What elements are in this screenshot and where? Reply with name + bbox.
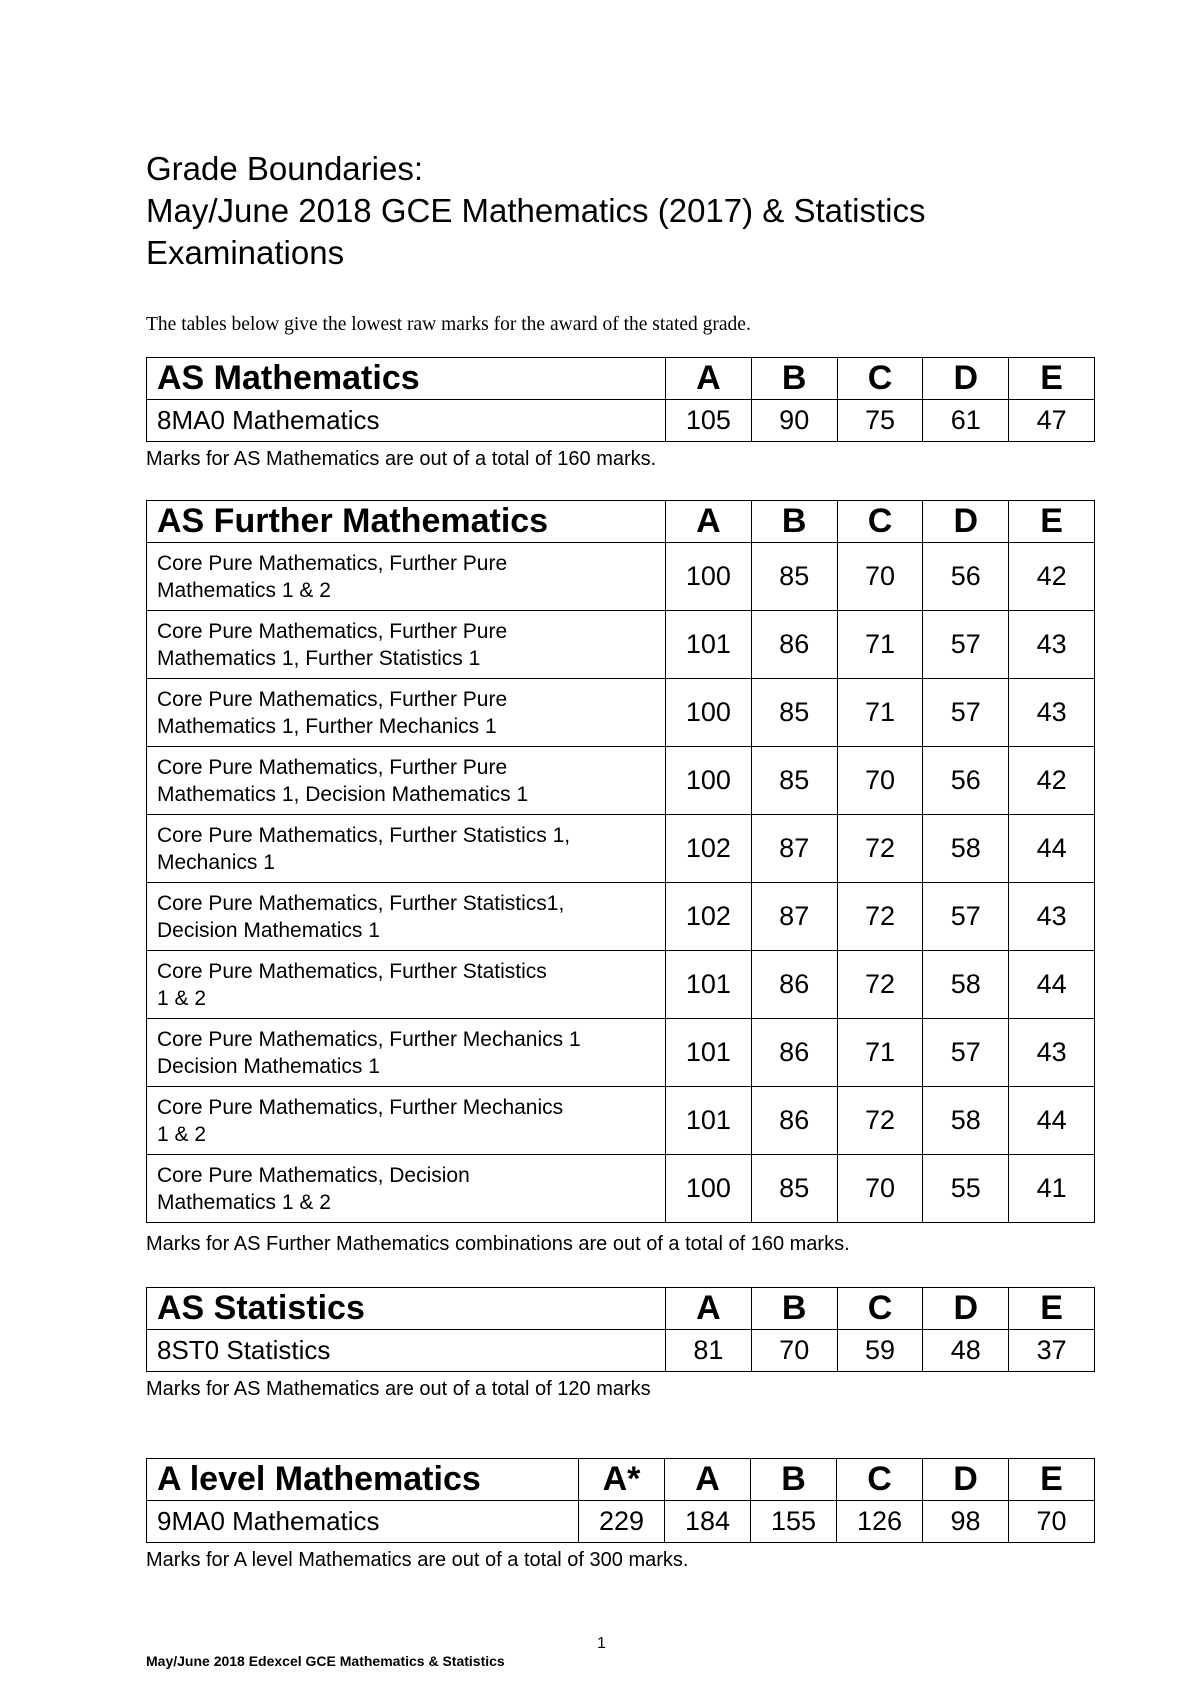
mark-cell: 70	[1009, 1501, 1095, 1543]
mark-cell: 48	[923, 1330, 1009, 1372]
subject-name-line-1: Core Pure Mathematics, Further Statistics1,	[157, 891, 565, 915]
subject-name-line-1: Core Pure Mathematics, Further Pure	[157, 687, 508, 711]
table-row	[147, 951, 1095, 1019]
mark-cell: 70	[837, 543, 923, 611]
subject-name	[147, 951, 666, 1019]
a-level-mathematics-note: Marks for A level Mathematics are out of a total of 300 marks.	[146, 1549, 689, 1571]
grade-header: D	[923, 358, 1009, 400]
subject-name-line-1: Core Pure Mathematics, Further Mechanics	[157, 1095, 564, 1119]
mark-cell: 71	[837, 679, 923, 747]
grade-header: E	[1009, 358, 1095, 400]
table-row	[147, 1019, 1095, 1087]
grade-header: C	[837, 358, 923, 400]
table-row	[147, 679, 1095, 747]
subject-name-line-2: Mathematics 1, Further Statistics 1	[157, 646, 481, 670]
footer-text: May/June 2018 Edexcel GCE Mathematics & Statistics	[146, 1653, 505, 1669]
table-row	[147, 400, 1095, 442]
mark-cell: 44	[1009, 951, 1095, 1019]
mark-cell: 101	[666, 1019, 752, 1087]
table-title: A level Mathematics	[147, 1459, 579, 1501]
mark-cell: 71	[837, 611, 923, 679]
mark-cell: 101	[666, 951, 752, 1019]
mark-cell: 44	[1009, 1087, 1095, 1155]
subject-name-line-1: Core Pure Mathematics, Further Statistics	[157, 959, 547, 983]
subject-name: 9MA0 Mathematics	[147, 1501, 579, 1543]
mark-cell: 100	[666, 747, 752, 815]
as-further-mathematics-note: Marks for AS Further Mathematics combinations are out of a total of 160 marks.	[146, 1233, 850, 1255]
mark-cell: 57	[923, 679, 1009, 747]
mark-cell: 43	[1009, 611, 1095, 679]
mark-cell: 56	[923, 543, 1009, 611]
mark-cell: 72	[837, 951, 923, 1019]
table-row	[147, 1330, 1095, 1372]
subject-name	[147, 815, 666, 883]
mark-cell: 85	[751, 679, 837, 747]
grade-header: E	[1009, 501, 1095, 543]
grade-header: A	[666, 1288, 752, 1330]
table-row	[147, 543, 1095, 611]
table-title: AS Further Mathematics	[147, 501, 666, 543]
subject-name-line-2: Mathematics 1, Further Mechanics 1	[157, 714, 497, 738]
intro-text: The tables below give the lowest raw marks for the award of the stated grade.	[146, 314, 751, 335]
mark-cell: 87	[751, 815, 837, 883]
table-header-row	[147, 501, 1095, 543]
mark-cell: 229	[579, 1501, 665, 1543]
mark-cell: 59	[837, 1330, 923, 1372]
mark-cell: 70	[837, 747, 923, 815]
mark-cell: 58	[923, 1087, 1009, 1155]
grade-header: A	[665, 1459, 751, 1501]
subject-name	[147, 747, 666, 815]
mark-cell: 100	[666, 1155, 752, 1223]
grade-header: C	[837, 1459, 923, 1501]
as-statistics-table	[146, 1287, 1095, 1372]
table-header-row	[147, 358, 1095, 400]
mark-cell: 72	[837, 815, 923, 883]
subject-name-line-1: Core Pure Mathematics, Further Statistics 1,	[157, 823, 571, 847]
grade-header: D	[923, 1459, 1009, 1501]
subject-name-line-1: Core Pure Mathematics, Further Pure	[157, 619, 508, 643]
mark-cell: 101	[666, 1087, 752, 1155]
subject-name-line-2: Mathematics 1 & 2	[157, 578, 331, 602]
subject-name-line-2: Mechanics 1	[157, 850, 275, 874]
mark-cell: 70	[751, 1330, 837, 1372]
mark-cell: 75	[837, 400, 923, 442]
subject-name-line-2: Mathematics 1, Decision Mathematics 1	[157, 782, 529, 806]
mark-cell: 37	[1009, 1330, 1095, 1372]
grade-header: E	[1009, 1288, 1095, 1330]
title-line-2: May/June 2018 GCE Mathematics (2017) & Statistics	[146, 192, 926, 229]
subject-name	[147, 883, 666, 951]
grade-header: B	[751, 358, 837, 400]
mark-cell: 85	[751, 1155, 837, 1223]
as-mathematics-note: Marks for AS Mathematics are out of a total of 160 marks.	[146, 448, 657, 470]
table-row	[147, 883, 1095, 951]
mark-cell: 85	[751, 747, 837, 815]
as-further-mathematics-table	[146, 500, 1095, 1223]
page-title	[146, 148, 1106, 274]
mark-cell: 57	[923, 611, 1009, 679]
mark-cell: 102	[666, 883, 752, 951]
grade-header: A*	[579, 1459, 665, 1501]
subject-name: 8ST0 Statistics	[147, 1330, 666, 1372]
mark-cell: 42	[1009, 543, 1095, 611]
grade-header: B	[751, 1459, 837, 1501]
mark-cell: 102	[666, 815, 752, 883]
mark-cell: 71	[837, 1019, 923, 1087]
table-row	[147, 1155, 1095, 1223]
subject-name-line-2: Mathematics 1 & 2	[157, 1190, 331, 1214]
further-rows	[147, 543, 1095, 1223]
table-row	[147, 611, 1095, 679]
mark-cell: 72	[837, 883, 923, 951]
page-number: 1	[597, 1635, 606, 1652]
mark-cell: 58	[923, 951, 1009, 1019]
grade-header: E	[1009, 1459, 1095, 1501]
mark-cell: 184	[665, 1501, 751, 1543]
mark-cell: 43	[1009, 679, 1095, 747]
grade-header: B	[751, 1288, 837, 1330]
subject-name-line-2: 1 & 2	[157, 1122, 207, 1146]
subject-name-line-2: Decision Mathematics 1	[157, 1054, 380, 1078]
mark-cell: 41	[1009, 1155, 1095, 1223]
as-mathematics-table	[146, 357, 1095, 442]
mark-cell: 57	[923, 883, 1009, 951]
subject-name-line-1: Core Pure Mathematics, Further Pure	[157, 551, 508, 575]
table-row	[147, 1501, 1095, 1543]
a-level-mathematics-table	[146, 1458, 1095, 1543]
mark-cell: 43	[1009, 1019, 1095, 1087]
mark-cell: 55	[923, 1155, 1009, 1223]
mark-cell: 56	[923, 747, 1009, 815]
mark-cell: 86	[751, 1087, 837, 1155]
mark-cell: 87	[751, 883, 837, 951]
grade-header: C	[837, 501, 923, 543]
mark-cell: 86	[751, 611, 837, 679]
grade-header: C	[837, 1288, 923, 1330]
mark-cell: 86	[751, 951, 837, 1019]
subject-name	[147, 1019, 666, 1087]
mark-cell: 86	[751, 1019, 837, 1087]
mark-cell: 105	[666, 400, 752, 442]
mark-cell: 101	[666, 611, 752, 679]
subject-name	[147, 1087, 666, 1155]
subject-name-line-1: Core Pure Mathematics, Further Mechanics 1	[157, 1027, 581, 1051]
subject-name	[147, 679, 666, 747]
table-header-row	[147, 1459, 1095, 1501]
mark-cell: 44	[1009, 815, 1095, 883]
title-line-3: Examinations	[146, 234, 345, 271]
title-line-1: Grade Boundaries:	[146, 150, 424, 187]
mark-cell: 58	[923, 815, 1009, 883]
mark-cell: 81	[666, 1330, 752, 1372]
subject-name	[147, 1155, 666, 1223]
subject-name	[147, 611, 666, 679]
mark-cell: 155	[751, 1501, 837, 1543]
mark-cell: 57	[923, 1019, 1009, 1087]
subject-name-line-1: Core Pure Mathematics, Further Pure	[157, 755, 508, 779]
subject-name-line-1: Core Pure Mathematics, Decision	[157, 1163, 470, 1187]
table-row	[147, 1087, 1095, 1155]
subject-name-line-2: Decision Mathematics 1	[157, 918, 380, 942]
mark-cell: 61	[923, 400, 1009, 442]
mark-cell: 85	[751, 543, 837, 611]
mark-cell: 100	[666, 543, 752, 611]
grade-header: A	[666, 358, 752, 400]
mark-cell: 90	[751, 400, 837, 442]
subject-name	[147, 543, 666, 611]
table-header-row	[147, 1288, 1095, 1330]
mark-cell: 72	[837, 1087, 923, 1155]
subject-name-line-2: 1 & 2	[157, 986, 207, 1010]
mark-cell: 100	[666, 679, 752, 747]
mark-cell: 47	[1009, 400, 1095, 442]
grade-header: B	[751, 501, 837, 543]
table-title: AS Mathematics	[147, 358, 666, 400]
grade-header: D	[923, 501, 1009, 543]
as-statistics-note: Marks for AS Mathematics are out of a total of 120 marks	[146, 1378, 651, 1400]
subject-name: 8MA0 Mathematics	[147, 400, 666, 442]
mark-cell: 70	[837, 1155, 923, 1223]
mark-cell: 43	[1009, 883, 1095, 951]
grade-header: A	[666, 501, 752, 543]
grade-header: D	[923, 1288, 1009, 1330]
table-title: AS Statistics	[147, 1288, 666, 1330]
table-row	[147, 747, 1095, 815]
mark-cell: 98	[923, 1501, 1009, 1543]
mark-cell: 126	[837, 1501, 923, 1543]
mark-cell: 42	[1009, 747, 1095, 815]
table-row	[147, 815, 1095, 883]
